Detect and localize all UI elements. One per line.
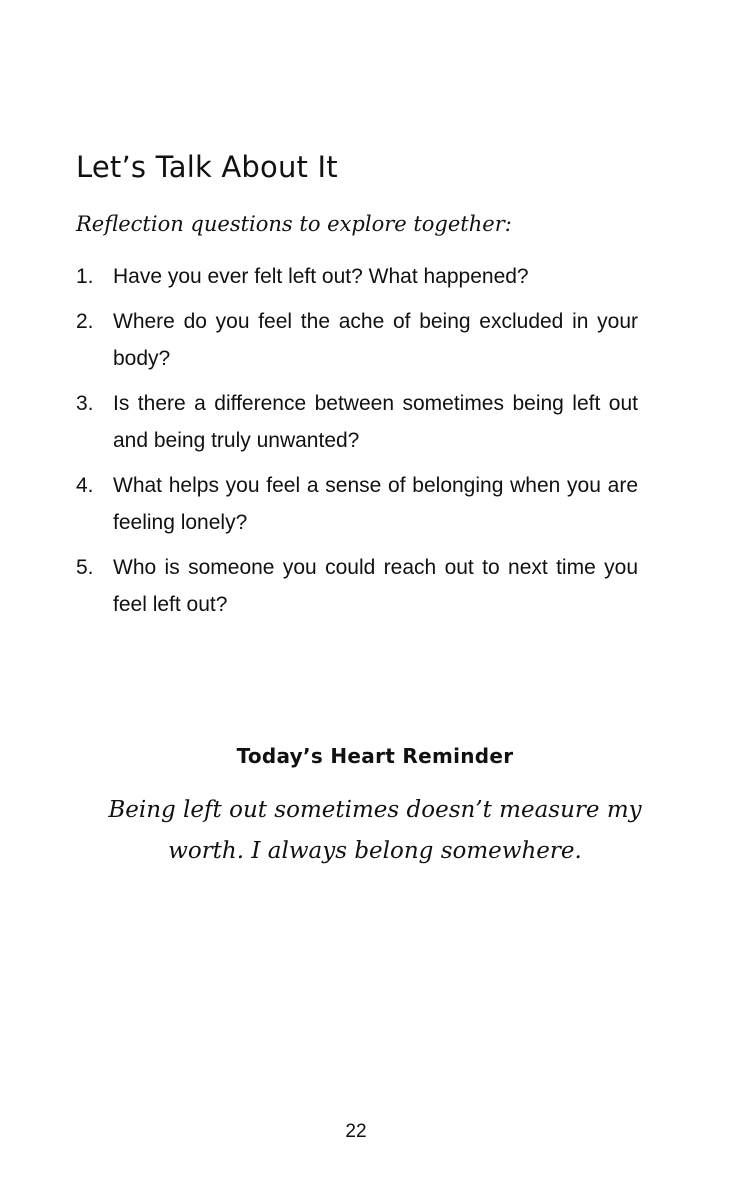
question-text: Who is someone you could reach out to next time you feel left out? [113, 556, 638, 616]
question-text: Where do you feel the ache of being excluded in your body? [113, 310, 638, 370]
question-text: What helps you feel a sense of belonging when you are feeling lonely? [113, 474, 638, 534]
question-item [76, 385, 638, 459]
question-text: Is there a difference between sometimes being left out and being truly unwanted? [113, 392, 638, 452]
section-heading: Let’s Talk About It [76, 150, 338, 184]
page-number: 22 [345, 1121, 367, 1142]
question-number: 2. [76, 310, 94, 333]
question-item [76, 549, 638, 623]
question-item [76, 303, 638, 377]
question-number: 1. [76, 265, 94, 288]
heart-reminder-quote: Being left out sometimes doesn’t measure my worth. I always belong somewhere. [108, 797, 642, 864]
heart-reminder-title: Today’s Heart Reminder [236, 744, 514, 768]
question-item [76, 467, 638, 541]
question-item [76, 258, 638, 295]
section-subtitle: Reflection questions to explore together: [76, 212, 512, 236]
question-number: 5. [76, 556, 94, 579]
question-number: 3. [76, 392, 94, 415]
reflection-questions-list [76, 258, 638, 631]
question-text: Have you ever felt left out? What happened? [113, 265, 529, 288]
question-number: 4. [76, 474, 94, 497]
